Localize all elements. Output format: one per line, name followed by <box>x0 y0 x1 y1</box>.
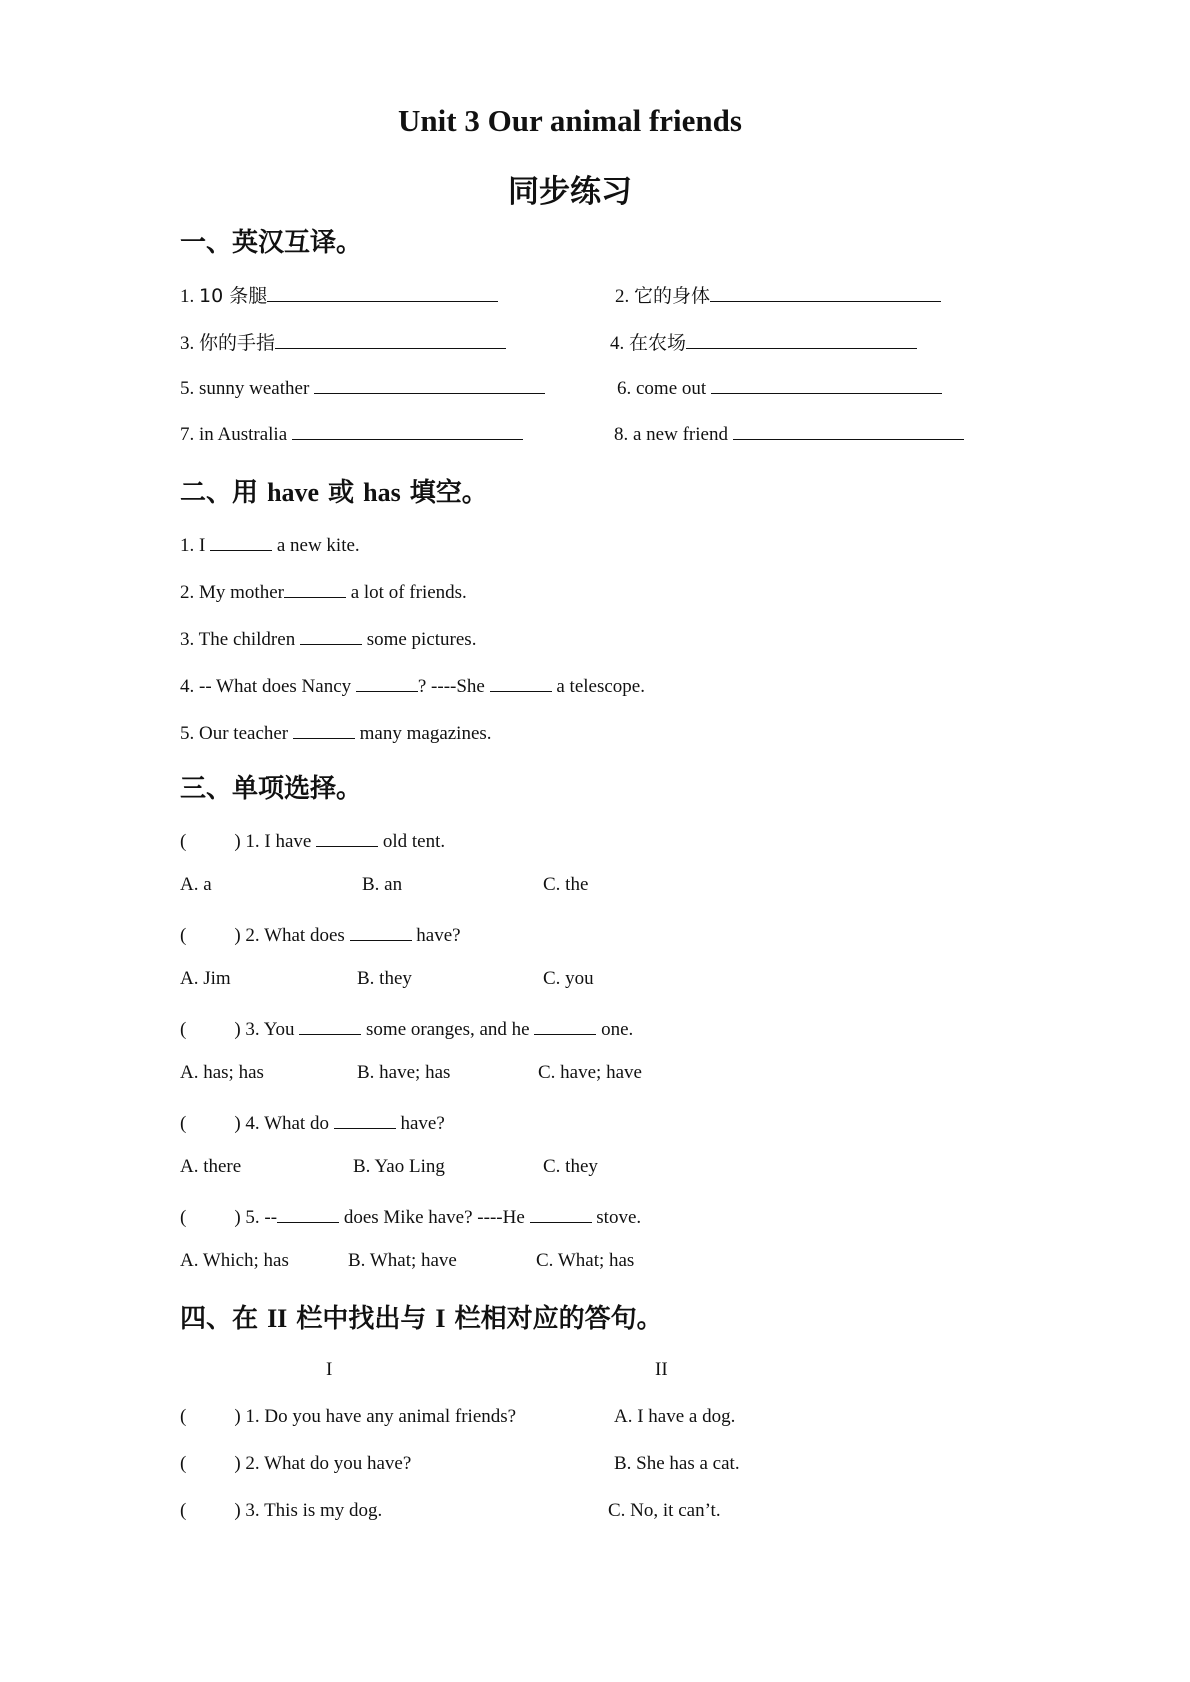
answer-blank[interactable] <box>299 1016 361 1035</box>
translate-item-1: 1. 10 条腿 <box>180 281 498 308</box>
option-b[interactable]: B. they <box>357 968 412 989</box>
option-b[interactable]: B. an <box>362 874 403 895</box>
section-1-heading: 一、英汉互译。 <box>180 228 363 258</box>
translate-item-7: 7. in Australia <box>180 421 523 446</box>
option-b[interactable]: B. What; have <box>348 1250 457 1271</box>
option-a[interactable]: A. Jim <box>180 968 231 989</box>
answer-blank[interactable] <box>710 283 941 302</box>
answer-blank[interactable] <box>275 330 506 349</box>
translate-item-5: 5. sunny weather <box>180 375 545 400</box>
answer-blank[interactable] <box>686 330 917 349</box>
fill-item-1: 1. I a new kite. <box>180 532 360 557</box>
option-b[interactable]: B. have; has <box>357 1062 451 1083</box>
fill-item-3: 3. The children some pictures. <box>180 626 476 651</box>
section-4-heading: 四、在 II 栏中找出与 I 栏相对应的答句。 <box>180 1304 663 1334</box>
option-c[interactable]: C. you <box>543 968 594 989</box>
option-c[interactable]: C. have; have <box>538 1062 642 1083</box>
match-row-1: ( ) 1. Do you have any animal friends? <box>180 1406 517 1427</box>
section-2-heading: 二、用 have 或 has 填空。 <box>180 478 488 508</box>
translate-item-8: 8. a new friend <box>614 421 964 446</box>
choice-question-2: ( ) 2. What does have? <box>180 922 461 947</box>
translate-item-6: 6. come out <box>617 375 942 400</box>
answer-blank[interactable] <box>733 421 964 440</box>
answer-blank[interactable] <box>530 1204 592 1223</box>
answer-blank[interactable] <box>314 375 545 394</box>
option-a[interactable]: A. a <box>180 874 212 895</box>
match-answer-b: B. She has a cat. <box>614 1453 740 1474</box>
answer-blank[interactable] <box>284 579 346 598</box>
translate-item-2: 2. 它的身体 <box>615 281 941 308</box>
answer-blank[interactable] <box>293 720 355 739</box>
answer-blank[interactable] <box>316 828 378 847</box>
answer-blank[interactable] <box>334 1110 396 1129</box>
answer-blank[interactable] <box>277 1204 339 1223</box>
translate-item-4: 4. 在农场 <box>610 328 917 355</box>
answer-blank[interactable] <box>356 673 418 692</box>
answer-blank[interactable] <box>350 922 412 941</box>
choice-question-4: ( ) 4. What do have? <box>180 1110 445 1135</box>
match-row-2: ( ) 2. What do you have? <box>180 1453 412 1474</box>
answer-blank[interactable] <box>292 421 523 440</box>
column-header-i: I <box>326 1359 333 1380</box>
match-row-3: ( ) 3. This is my dog. <box>180 1500 383 1521</box>
option-a[interactable]: A. Which; has <box>180 1250 289 1271</box>
match-answer-c: C. No, it can’t. <box>608 1500 721 1521</box>
answer-blank[interactable] <box>711 375 942 394</box>
column-header-ii: II <box>655 1359 668 1380</box>
page-subtitle: 同步练习 <box>508 174 632 210</box>
option-c[interactable]: C. they <box>543 1156 598 1177</box>
translate-item-3: 3. 你的手指 <box>180 328 506 355</box>
fill-item-5: 5. Our teacher many magazines. <box>180 720 492 745</box>
fill-item-4: 4. -- What does Nancy ? ----She a telescope. <box>180 673 645 698</box>
answer-blank[interactable] <box>534 1016 596 1035</box>
option-a[interactable]: A. has; has <box>180 1062 264 1083</box>
option-b[interactable]: B. Yao Ling <box>353 1156 445 1177</box>
option-a[interactable]: A. there <box>180 1156 242 1177</box>
answer-blank[interactable] <box>300 626 362 645</box>
choice-question-5: ( ) 5. -- does Mike have? ----He stove. <box>180 1204 641 1229</box>
section-3-heading: 三、单项选择。 <box>180 774 363 804</box>
answer-blank[interactable] <box>490 673 552 692</box>
fill-item-2: 2. My mother a lot of friends. <box>180 579 467 604</box>
option-c[interactable]: C. the <box>543 874 589 895</box>
page-title: Unit 3 Our animal friends <box>398 103 742 138</box>
answer-blank[interactable] <box>267 283 498 302</box>
choice-question-3: ( ) 3. You some oranges, and he one. <box>180 1016 633 1041</box>
option-c[interactable]: C. What; has <box>536 1250 635 1271</box>
answer-blank[interactable] <box>210 532 272 551</box>
choice-question-1: ( ) 1. I have old tent. <box>180 828 445 853</box>
match-answer-a: A. I have a dog. <box>614 1406 736 1427</box>
